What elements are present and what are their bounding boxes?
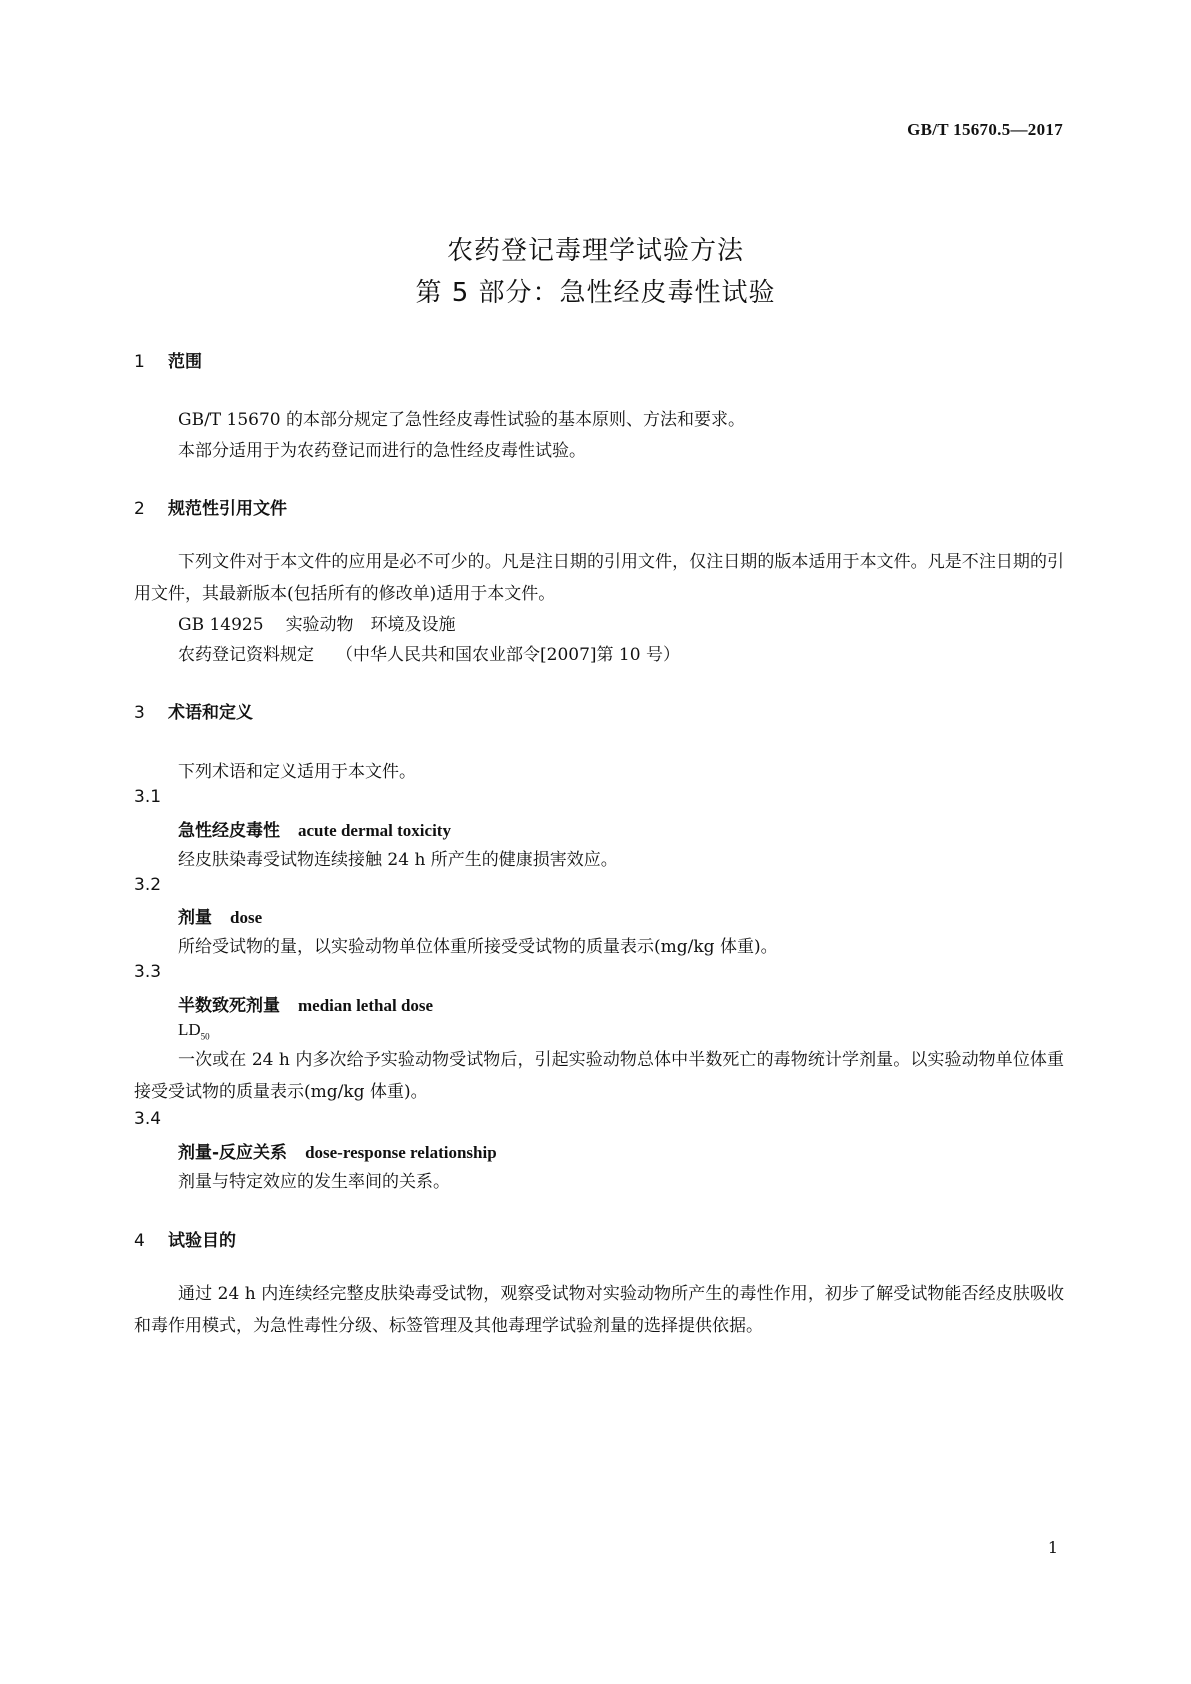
section-3-intro: 下列术语和定义适用于本文件。 — [178, 762, 416, 782]
reference-title: 实验动物 环境及设施 — [285, 615, 456, 635]
section-title: 试验目的 — [168, 1231, 236, 1251]
term-zh: 剂量-反应关系 — [178, 1143, 288, 1163]
term-en: acute dermal toxicity — [298, 821, 451, 840]
standard-number: GB/T 15670.5—2017 — [907, 120, 1063, 139]
normative-reference — [178, 610, 456, 635]
reference-note: （中华人民共和国农业部令[2007]第 10 号） — [336, 645, 680, 665]
term-zh: 急性经皮毒性 — [178, 821, 280, 841]
section-4-paragraph: 通过 24 h 内连续经完整皮肤染毒受试物，观察受试物对实验动物所产生的毒性作用，初步了解受试物能否经皮肤吸收和毒作用模式，为急性毒性分级、标签管理及其他毒理学试验剂量的选择提供依据。 — [134, 1284, 1064, 1336]
reference-code: GB 14925 — [178, 615, 264, 635]
term-number: 3.4 — [134, 1109, 162, 1129]
term-en: dose-response relationship — [305, 1143, 497, 1162]
section-title: 范围 — [168, 352, 202, 372]
term-definition: 经皮肤染毒受试物连续接触 24 h 所产生的健康损害效应。 — [178, 850, 618, 870]
section-3-heading — [134, 698, 253, 723]
term-number: 3.2 — [134, 875, 162, 895]
term-definition: 一次或在 24 h 内多次给予实验动物受试物后，引起实验动物总体中半数死亡的毒物统计学剂量。以实验动物单位体重接受受试物的质量表示(mg/kg 体重)。 — [134, 1050, 1064, 1102]
page-number: 1 — [1047, 1538, 1058, 1557]
reference-title: 农药登记资料规定 — [178, 645, 314, 665]
term-symbol — [178, 1020, 210, 1041]
term-entry — [178, 991, 433, 1016]
term-number: 3.1 — [134, 787, 162, 807]
term-entry — [178, 903, 262, 928]
symbol-subscript: 50 — [200, 1031, 210, 1042]
term-definition: 剂量与特定效应的发生率间的关系。 — [178, 1172, 450, 1192]
term-entry — [178, 1138, 497, 1163]
section-number: 2 — [134, 499, 145, 519]
term-entry — [178, 816, 451, 841]
symbol-base: LD — [178, 1020, 201, 1039]
section-4-heading — [134, 1226, 236, 1251]
section-title: 规范性引用文件 — [168, 499, 287, 519]
term-definition: 所给受试物的量，以实验动物单位体重所接受受试物的质量表示(mg/kg 体重)。 — [178, 937, 778, 957]
section-1-paragraph: GB/T 15670 的本部分规定了急性经皮毒性试验的基本原则、方法和要求。 — [178, 410, 746, 430]
document-title: 农药登记毒理学试验方法 — [446, 236, 744, 266]
section-title: 术语和定义 — [168, 703, 253, 723]
normative-reference — [178, 640, 680, 665]
section-2-paragraph: 下列文件对于本文件的应用是必不可少的。凡是注日期的引用文件，仅注日期的版本适用于本文件。凡是不注日期的引用文件，其最新版本(包括所有的修改单)适用于本文件。 — [134, 552, 1064, 604]
section-number: 3 — [134, 703, 145, 723]
document-subtitle: 第 5 部分：急性经皮毒性试验 — [415, 278, 776, 308]
section-1-paragraph: 本部分适用于为农药登记而进行的急性经皮毒性试验。 — [178, 441, 586, 461]
term-en: dose — [230, 908, 263, 927]
section-number: 1 — [134, 352, 145, 372]
term-en: median lethal dose — [298, 996, 434, 1015]
section-2-heading — [134, 494, 287, 519]
section-number: 4 — [134, 1231, 145, 1251]
term-zh: 半数致死剂量 — [178, 996, 280, 1016]
term-number: 3.3 — [134, 962, 162, 982]
term-zh: 剂量 — [178, 908, 212, 928]
section-1-heading — [134, 347, 202, 372]
